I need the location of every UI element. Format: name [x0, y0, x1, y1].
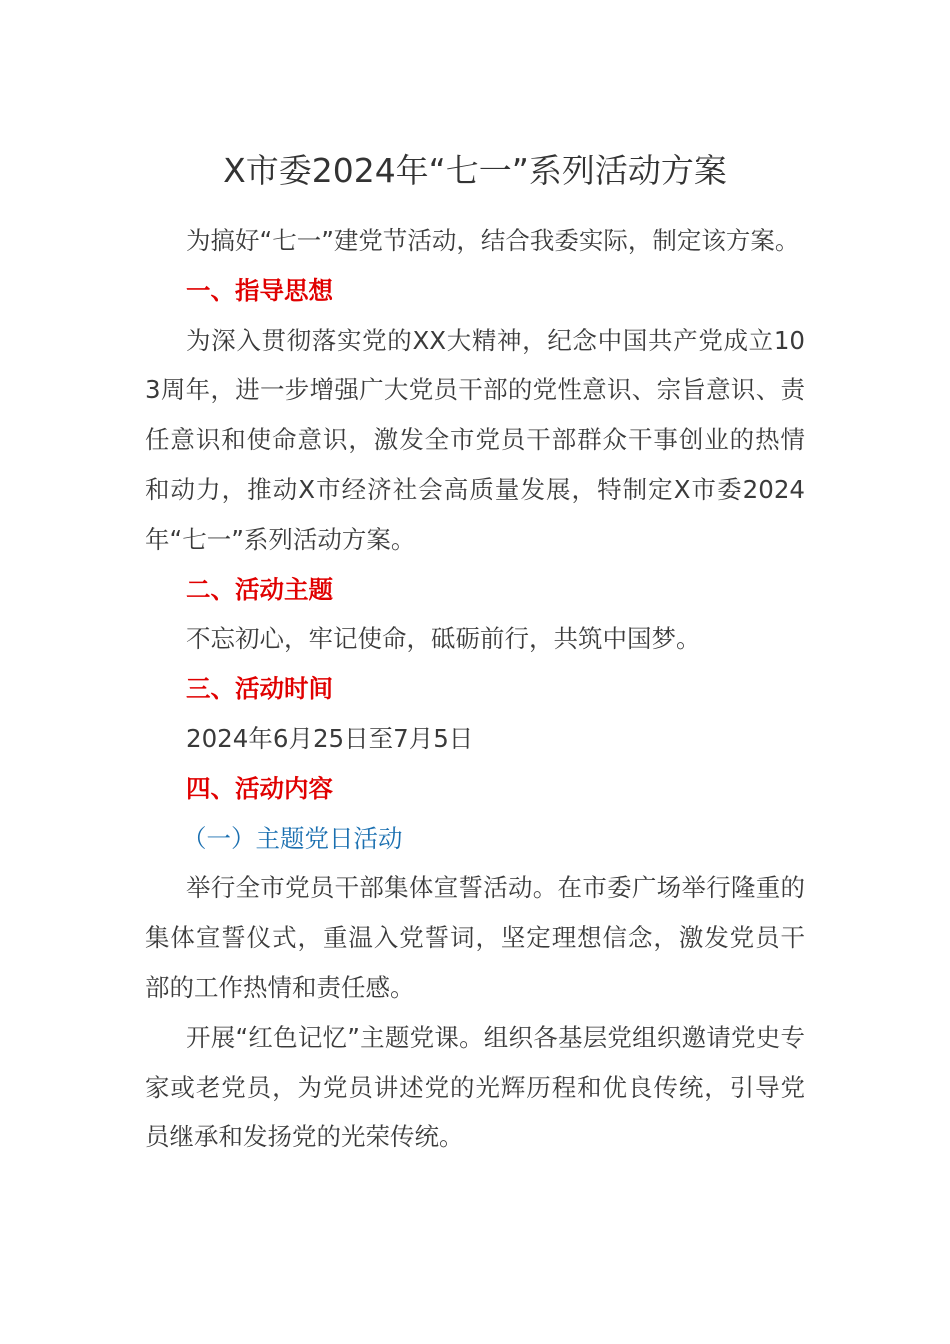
page-title: X市委2024年“七一”系列活动方案 — [223, 151, 727, 190]
subsection-paragraph-oath: 举行全市党员干部集体宣誓活动。在市委广场举行隆重的集体宣誓仪式，重温入党誓词，坚定理想信念，激发党员干部的工作热情和责任感。 — [145, 873, 805, 1002]
subsection-heading-party-day: （一）主题党日活动 — [182, 823, 403, 853]
section-heading-guiding-thought: 一、指导思想 — [186, 275, 333, 305]
intro-paragraph: 为搞好“七一”建党节活动，结合我委实际，制定该方案。 — [186, 226, 800, 255]
document-body — [145, 216, 805, 1162]
section-heading-theme: 二、活动主题 — [186, 574, 333, 604]
section-body-theme: 不忘初心，牢记使命，砥砺前行，共筑中国梦。 — [186, 624, 701, 654]
section-body-guiding-thought: 为深入贯彻落实党的XX大精神，纪念中国共产党成立103周年，进一步增强广大党员干部的党性意识、宗旨意识、责任意识和使命意识，激发全市党员干部群众干事创业的热情和动力，推动X市经济社会高质量发展，特制定X市委2024年“七一”系列活动方案。 — [145, 325, 805, 554]
section-body-time: 2024年6月25日至7月5日 — [186, 723, 474, 753]
subsection-paragraph-red-memory: 开展“红色记忆”主题党课。组织各基层党组织邀请党史专家或老党员，为党员讲述党的光辉历程和优良传统，引导党员继承和发扬党的光荣传统。 — [145, 1022, 805, 1152]
section-heading-time: 三、活动时间 — [186, 674, 333, 704]
section-heading-content: 四、活动内容 — [186, 773, 333, 803]
